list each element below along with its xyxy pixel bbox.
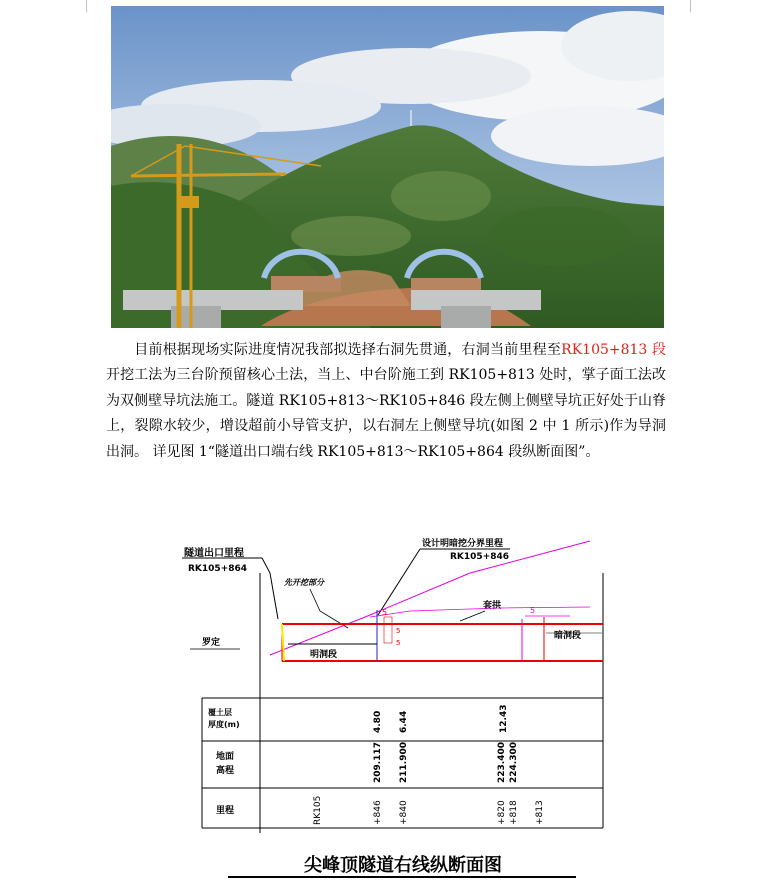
paragraph-station-red: RK105+813 段	[561, 342, 667, 358]
page-corner-mark-right	[690, 0, 691, 12]
row1-label-b: 厚度(m)	[208, 720, 240, 729]
row3-value: +820	[497, 800, 507, 825]
row2-value: 209.117	[373, 742, 383, 783]
page-corner-mark-left	[86, 0, 87, 12]
paragraph-text-2: 开挖工法为三台阶预留核心土法，当上、中台阶施工到 RK105+813 处时，掌子面工法改为双侧壁导坑法施工。隧道 RK105+813～RK105+846 段左侧上侧壁导坑正好处于山脊上，裂隙水较少，增设超前小导管支护，以右洞左上侧壁导坑(如图 2 中 1 所示)作为导洞出洞。 详见图 1“隧道出口端右线 RK105+813～RK105+864 段纵断面图”。	[106, 367, 666, 460]
row3-label: 里程	[216, 806, 235, 816]
body-paragraph	[106, 338, 666, 465]
caption-underline	[228, 876, 576, 878]
paragraph-text-1: 目前根据现场实际进度情况我部拟选择右洞先贯通，右洞当前里程至	[134, 342, 562, 358]
row2-value: 223.400	[497, 742, 507, 783]
row3-value: +840	[399, 800, 409, 825]
dim-5b: 5	[396, 627, 401, 635]
row3-value: +846	[373, 800, 383, 825]
row3-value: +813	[535, 800, 545, 825]
row2-label-b: 高程	[216, 766, 235, 776]
exit-station: RK105+864	[188, 564, 248, 574]
boundary-station: RK105+846	[450, 552, 510, 562]
tunnel-portal-photo	[111, 6, 664, 328]
boundary-label: 设计明暗挖分界里程	[422, 539, 504, 549]
dark-label: 暗洞段	[554, 631, 582, 641]
excavated-label: 先开挖部分	[284, 578, 324, 587]
dim-5c: 5	[396, 639, 401, 647]
row1-value: 6.44	[399, 710, 409, 733]
row2-value: 211.900	[399, 742, 409, 783]
exit-label: 隧道出口里程	[184, 548, 244, 559]
dim-5a: 5	[382, 608, 388, 617]
open-cut-label: 明洞段	[310, 650, 338, 660]
dim-5d: 5	[530, 606, 536, 615]
left-label: 罗定	[202, 638, 221, 648]
row1-label-a: 覆土层	[208, 708, 232, 717]
row2-label-a: 地面	[216, 752, 235, 762]
row3-value: +818	[509, 800, 519, 825]
arch-label: 套拱	[483, 601, 502, 611]
row1-value: 12.43	[499, 704, 509, 733]
row2-value: 224.300	[509, 742, 519, 783]
longitudinal-section-drawing	[170, 533, 615, 833]
figure-caption: 尖峰顶隧道右线纵断面图	[304, 855, 502, 876]
row1-value: 4.80	[373, 710, 383, 733]
row3-value: RK105	[313, 795, 323, 825]
